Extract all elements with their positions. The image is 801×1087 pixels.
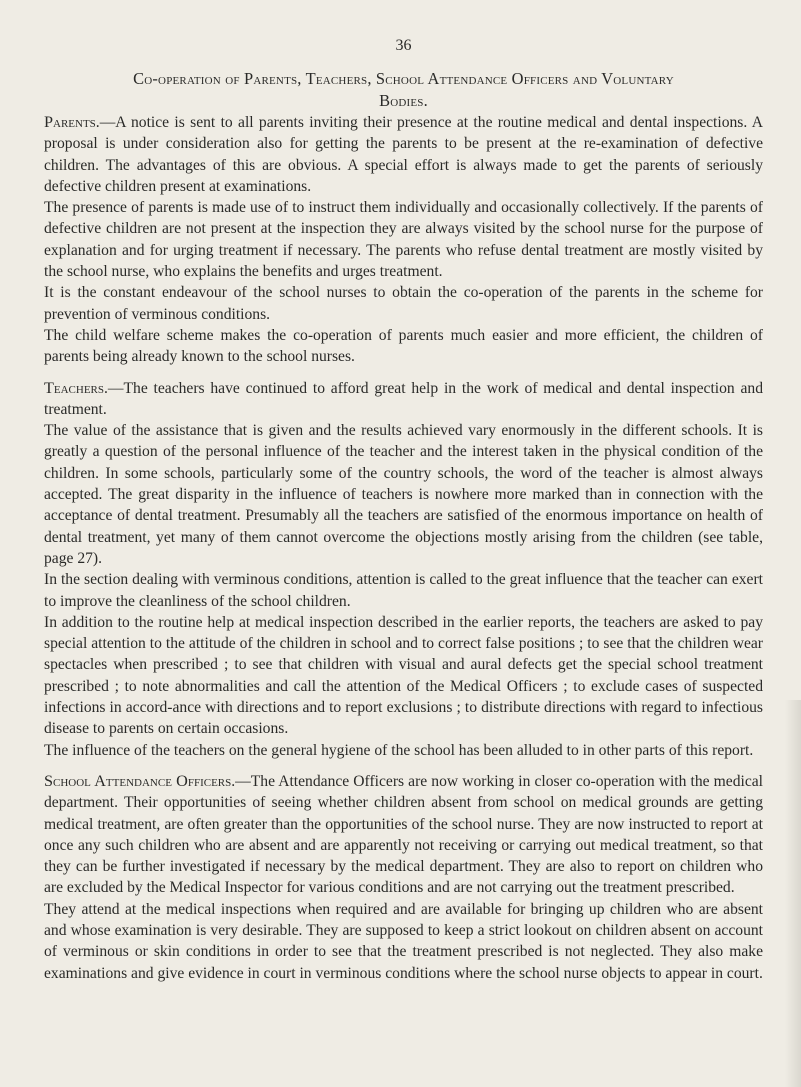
page-number: 36 [395,37,412,54]
teachers-paragraph-4: In addition to the routine help at medical inspection described in the earlier reports, the teachers are asked to pay special attention to the attitude of the children in school and to correct false positions ; to see that the children wear spectacles when prescribed ; to see that children with visual and aural defects get the special school treatment prescribed ; to note abnormalities and call the attention of the Medical Officers ; to exclude cases of suspected infections in accord-ance with directions and to report exclusions ; to distribute directions with regard to infectious disease to parents on certain occasions. [44,613,763,738]
section-heading [44,68,763,112]
attendance-paragraph-2: They attend at the medical inspections when required and are available for bringing up children who are absent and whose examination is very desirable. They are supposed to keep a strict lookout on children absent on account of verminous or skin conditions in order to see that the treatment prescribed is not neglected. They also make examinations and give evidence in court in verminous conditions where the school nurse objects to appear in court. [44,900,763,982]
parents-run-in-title: Parents [44,113,96,131]
parents-paragraph-3: It is the constant endeavour of the school nurses to obtain the co-operation of the parents in the scheme for prevention of verminous conditions. [44,284,763,323]
attendance-run-in-title: School Attendance Officers [44,771,232,790]
section-heading-line-2: Bodies. [379,91,428,110]
teachers-section [44,378,763,761]
page-edge-shadow [785,700,801,1087]
section-heading-line-1: Co-operation of Parents, Teachers, School Attendance Officers and Voluntary [133,69,674,88]
teachers-paragraph-3: In the section dealing with verminous conditions, attention is called to the great influence that the teacher can exert to improve the cleanliness of the school children. [44,571,763,610]
parents-paragraph-2: The presence of parents is made use of to instruct them individually and occasionally collectively. If the parents of defective children are not present at the inspection they are always visited by the school nurse for the purpose of explanation and for urging treatment if necessary. The parents who refuse dental treatment are mostly visited by the school nurse, who explains the benefits and urges treatment. [44,199,763,281]
teachers-paragraph-5: The influence of the teachers on the general hygiene of the school has been alluded to in other parts of this report. [44,741,754,759]
parents-paragraph-4: The child welfare scheme makes the co-operation of parents much easier and more efficient, the children of parents being already known to the school nurses. [44,326,763,366]
teachers-paragraph-2: The value of the assistance that is given and the results achieved vary enormously in the different schools. It is greatly a question of the personal influence of the teacher and the interest taken in the physical condition of the children. In some schools, particularly some of the country schools, the word of the teacher is almost always accepted. The great disparity in the influence of teachers is nowhere more marked than in connection with the acceptance of dental treatment. Presumably all the teachers are satisfied of the enormous importance on health of dental treatment, yet many of them cannot overcome the objections mostly arising from the children (see table, page 27). [44,422,763,567]
teachers-p1-text: .—The teachers have continued to afford great help in the work of medical and dental inspection and treatment. [44,379,763,418]
attendance-paragraph-1 [44,771,763,899]
attendance-officers-section [44,771,763,984]
teachers-paragraph-1 [44,378,763,421]
teachers-run-in-title: Teachers [44,378,105,397]
parents-p1-text: .—A notice is sent to all parents inviting their presence at the routine medical and dental inspections. A proposal is under consideration also for getting the parents to be present at the re-examination of defective children. The advantages of this are obvious. A special effort is always made to get the parents of seriously defective children present at examinations. [44,114,763,195]
parents-paragraph-1 [44,112,763,197]
attendance-p1-text: .—The Attendance Officers are now working in closer co-operation with the medical department. Their opportunities of seeing whether children absent from school on medical grounds are getting medical treatment, are often greater than the opportunities of the school nurse. They are now instructed to report at once any such children who are absent and are apparently not receiving or carrying out medical treatment, so that they can be further investigated if necessary by the medical department. They are also to report on children who are excluded by the Medical Inspector for various conditions and are not carrying out the treatment prescribed. [44,772,764,897]
parents-section [44,112,763,368]
